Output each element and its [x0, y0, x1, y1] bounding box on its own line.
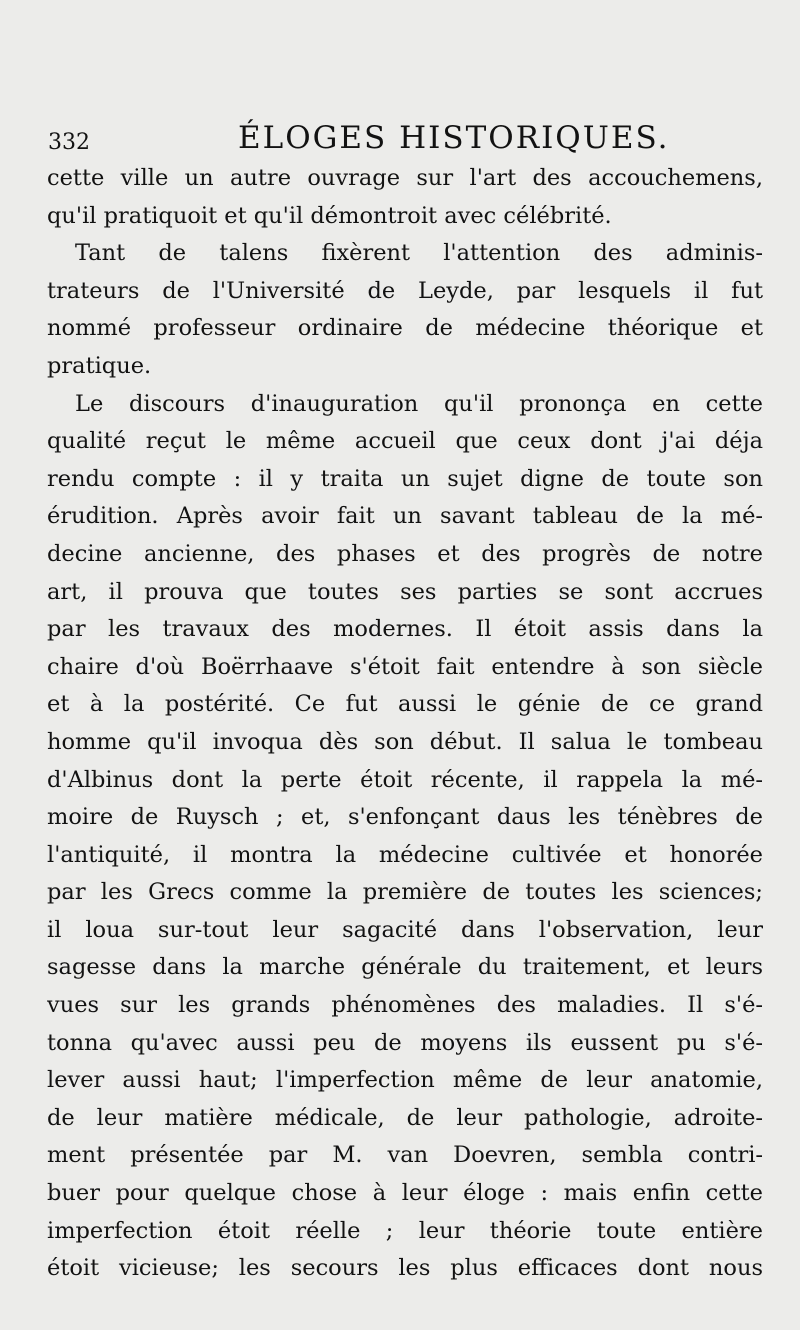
text-line: par les travaux des modernes. Il étoit assis dans la [47, 616, 763, 643]
text-line: chaire d'où Boërrhaave s'étoit fait entendre à son siècle [47, 653, 763, 680]
body-text [47, 160, 763, 1290]
text-line: étoit vicieuse; les secours les plus efficaces dont nous [47, 1255, 763, 1282]
text-line: buer pour quelque chose à leur éloge : mais enfin cette [47, 1180, 763, 1207]
text-line: decine ancienne, des phases et des progrès de notre [47, 540, 763, 567]
text-line: qu'il pratiquoit et qu'il démontroit avec célébrité. [47, 202, 612, 229]
text-line: ment présentée par M. van Doevren, sembla contri- [47, 1142, 763, 1169]
text-line: pratique. [47, 352, 152, 379]
text-line: d'Albinus dont la perte étoit récente, il rappela la mé- [47, 766, 763, 793]
text-line: moire de Ruysch ; et, s'enfonçant daus les ténèbres de [47, 804, 763, 831]
text-line: par les Grecs comme la première de toutes les sciences; [47, 879, 763, 906]
page-header [48, 120, 768, 160]
text-line: de leur matière médicale, de leur pathologie, adroite- [47, 1104, 763, 1131]
text-line: Tant de talens fixèrent l'attention des adminis- [75, 240, 763, 267]
text-line: nommé professeur ordinaire de médecine théorique et [47, 315, 763, 342]
text-line: et à la postérité. Ce fut aussi le génie de ce grand [47, 691, 763, 718]
text-line: lever aussi haut; l'imperfection même de leur anatomie, [47, 1067, 763, 1094]
text-line: Le discours d'inauguration qu'il prononça en cette [75, 390, 763, 417]
text-line: l'antiquité, il montra la médecine cultivée et honorée [47, 841, 763, 868]
text-line: qualité reçut le même accueil que ceux dont j'ai déja [47, 428, 763, 455]
text-line: vues sur les grands phénomènes des maladies. Il s'é- [47, 992, 763, 1019]
running-title: ÉLOGES HISTORIQUES. [238, 120, 670, 156]
page-number: 332 [48, 130, 90, 155]
text-line: érudition. Après avoir fait un savant tableau de la mé- [47, 503, 763, 530]
text-line: imperfection étoit réelle ; leur théorie toute entière [47, 1217, 763, 1244]
text-line: art, il prouva que toutes ses parties se sont accrues [47, 578, 763, 605]
text-line: trateurs de l'Université de Leyde, par lesquels il fut [47, 277, 763, 304]
text-line: rendu compte : il y traita un sujet digne de toute son [47, 465, 763, 492]
text-line: homme qu'il invoqua dès son début. Il salua le tombeau [47, 728, 763, 755]
text-line: sagesse dans la marche générale du traitement, et leurs [47, 954, 763, 981]
text-line: il loua sur-tout leur sagacité dans l'observation, leur [47, 916, 763, 943]
text-line: tonna qu'avec aussi peu de moyens ils eussent pu s'é- [47, 1029, 763, 1056]
text-line: cette ville un autre ouvrage sur l'art des accouchemens, [47, 165, 763, 191]
